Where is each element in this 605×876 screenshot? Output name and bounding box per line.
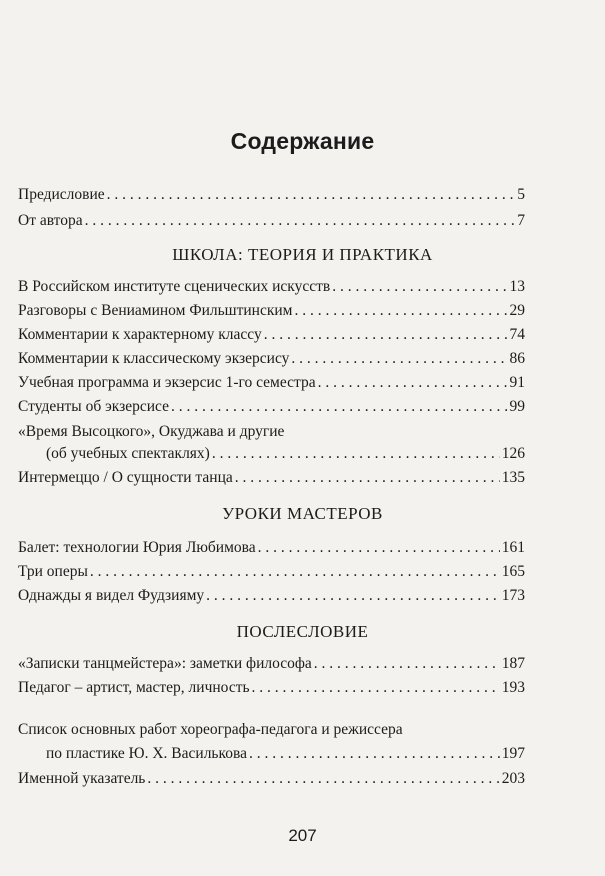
section-heading: УРОКИ МАСТЕРОВ	[222, 504, 383, 523]
dot-leader	[147, 768, 499, 789]
section-heading: ШКОЛА: ТЕОРИЯ И ПРАКТИКА	[172, 245, 433, 264]
toc-entry	[18, 300, 525, 321]
entry-page: 29	[509, 302, 525, 319]
entry-page: 187	[501, 655, 525, 672]
dot-leader	[90, 561, 500, 582]
entry-page: 135	[501, 469, 525, 486]
entry-title: Комментарии к классическому экзерсису	[18, 350, 290, 367]
dot-leader	[85, 210, 516, 231]
toc-entry	[18, 184, 525, 205]
entry-title-line: «Время Высоцкого», Окуджава и другие	[18, 423, 285, 440]
toc-entry	[18, 537, 525, 558]
entry-page: 86	[509, 350, 525, 367]
dot-leader	[171, 396, 508, 417]
toc-entry	[18, 653, 525, 674]
entry-title: Именной указатель	[18, 770, 146, 787]
toc-entry	[18, 348, 525, 369]
dot-leader	[291, 348, 507, 369]
entry-title: Разговоры с Вениамином Фильштинским	[18, 302, 293, 319]
dot-leader	[252, 677, 500, 698]
toc-entry	[18, 324, 525, 345]
entry-title: Балет: технологии Юрия Любимова	[18, 539, 256, 556]
toc-entry	[46, 443, 525, 464]
dot-leader	[206, 585, 500, 606]
entry-page: 7	[517, 212, 525, 229]
entry-title: Комментарии к характерному классу	[18, 326, 262, 343]
dot-leader	[332, 276, 507, 297]
toc-entry	[18, 677, 525, 698]
entry-page: 13	[509, 278, 525, 295]
entry-title: (об учебных спектаклях)	[46, 445, 210, 462]
entry-page: 91	[509, 374, 525, 391]
dot-leader	[212, 443, 500, 464]
toc-entry	[18, 585, 525, 606]
entry-title: Предисловие	[18, 186, 105, 203]
entry-page: 193	[501, 679, 525, 696]
toc-entry	[18, 768, 525, 789]
entry-page: 203	[501, 770, 525, 787]
toc-entry	[18, 276, 525, 297]
dot-leader	[235, 467, 500, 488]
toc-title: Содержание	[230, 128, 375, 154]
entry-page: 126	[501, 445, 525, 462]
entry-page: 161	[501, 539, 525, 556]
page-number: 207	[288, 826, 317, 845]
entry-page: 5	[517, 186, 525, 203]
entry-title: Учебная программа и экзерсис 1-го семестра	[18, 374, 316, 391]
entry-page: 197	[501, 745, 525, 762]
entry-title: по пластике Ю. Х. Василькова	[46, 745, 247, 762]
dot-leader	[318, 372, 508, 393]
entry-page: 99	[509, 398, 525, 415]
entry-title: Три оперы	[18, 563, 88, 580]
entry-title: «Записки танцмейстера»: заметки философа	[18, 655, 312, 672]
entry-title: От автора	[18, 212, 83, 229]
entry-title: Педагог – артист, мастер, личность	[18, 679, 250, 696]
entry-title: В Российском институте сценических искусств	[18, 278, 331, 295]
toc-entry	[46, 743, 525, 764]
dot-leader	[249, 743, 500, 764]
dot-leader	[314, 653, 500, 674]
dot-leader	[258, 537, 500, 558]
dot-leader	[264, 324, 508, 345]
entry-title: Студенты об экзерсисе	[18, 398, 169, 415]
dot-leader	[107, 184, 516, 205]
entry-page: 74	[509, 326, 525, 343]
toc-entry	[18, 467, 525, 488]
toc-entry	[18, 561, 525, 582]
toc-entry	[18, 396, 525, 417]
dot-leader	[294, 300, 507, 321]
section-heading: ПОСЛЕСЛОВИЕ	[236, 622, 369, 641]
entry-page: 173	[501, 587, 525, 604]
entry-page: 165	[501, 563, 525, 580]
entry-title: Интермеццо / О сущности танца	[18, 469, 233, 486]
entry-title-line: Список основных работ хореографа-педагога и режиссера	[18, 721, 403, 738]
entry-title: Однажды я видел Фудзияму	[18, 587, 205, 604]
toc-entry	[18, 210, 525, 231]
toc-entry	[18, 372, 525, 393]
